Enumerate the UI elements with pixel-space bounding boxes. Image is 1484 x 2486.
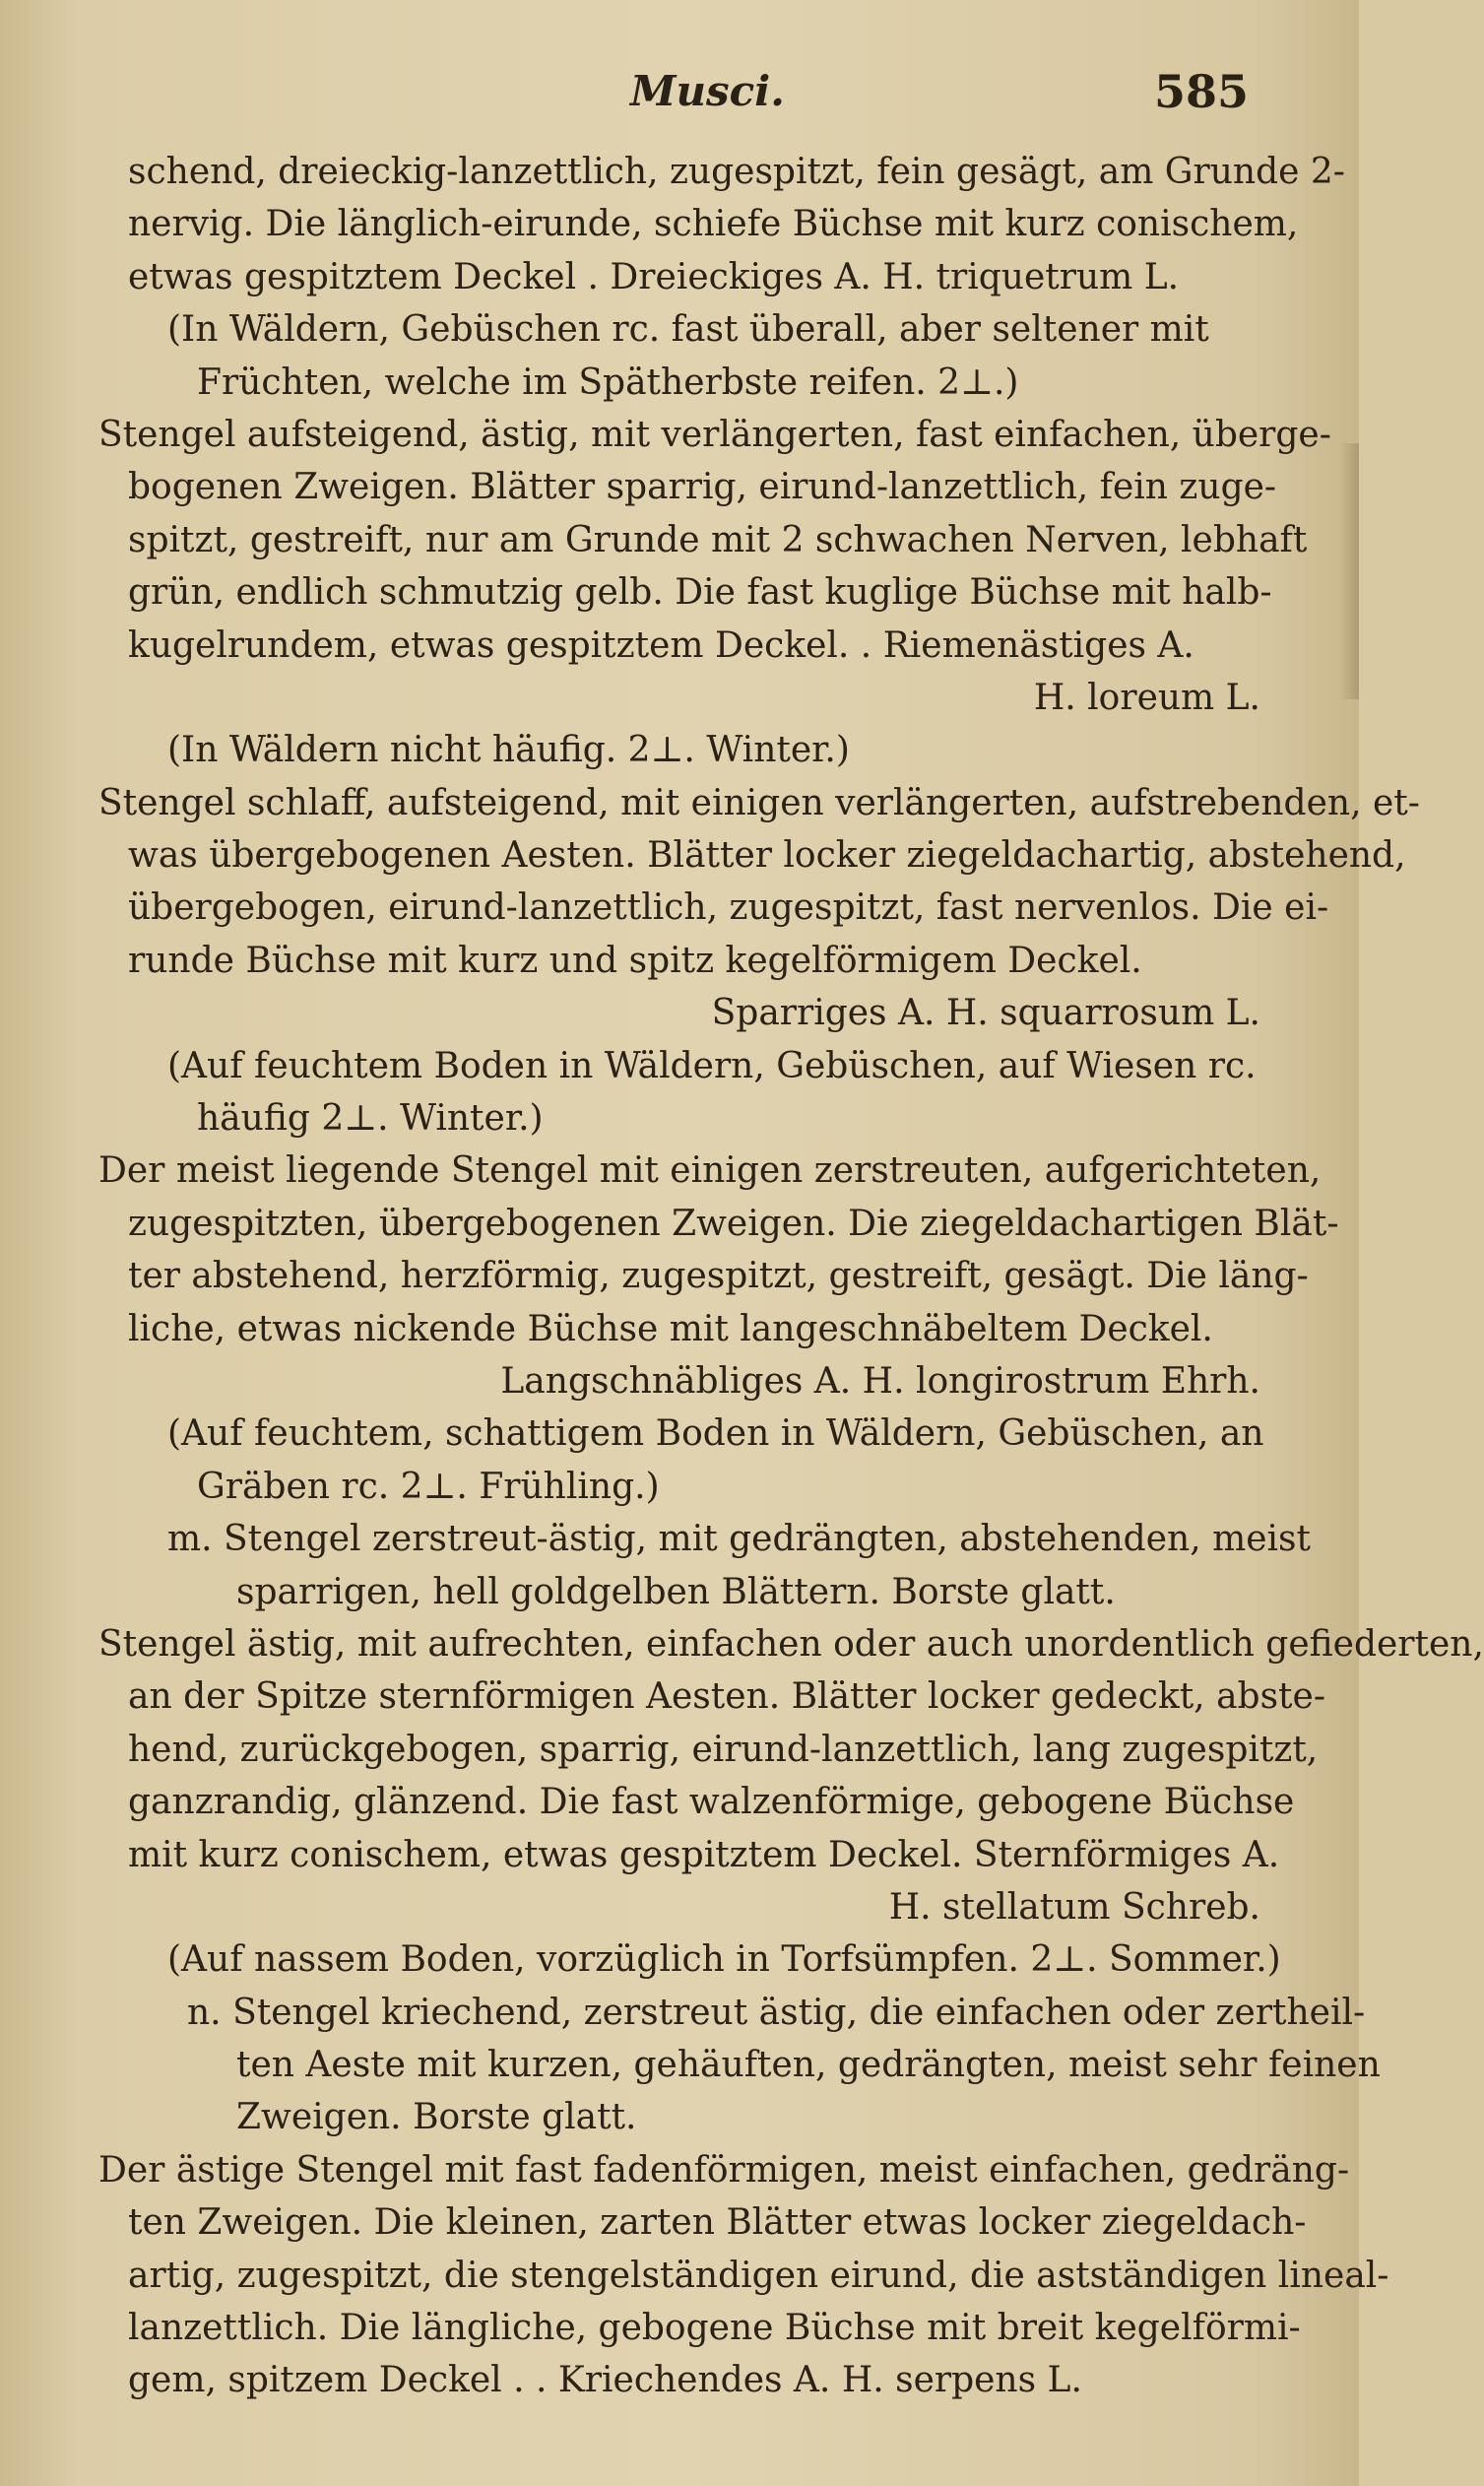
text-line: schend, dreieckig-lanzettlich, zugespitzt, fein gesägt, am Grunde 2-	[128, 152, 1345, 192]
running-head: Musci.	[630, 67, 785, 115]
page-header	[0, 61, 1359, 120]
text-line: Gräben rc. 2⊥. Frühling.)	[197, 1466, 660, 1507]
text-line: spitzt, gestreift, nur am Grunde mit 2 schwachen Nerven, lebhaft	[128, 519, 1308, 560]
text-line: Stengel ästig, mit aufrechten, einfachen oder auch unordentlich gefiederten,	[98, 1623, 1484, 1665]
text-line: runde Büchse mit kurz und spitz kegelförmigem Deckel.	[128, 940, 1142, 981]
text-line: artig, zugespitzt, die stengelständigen eirund, die astständigen lineal-	[128, 2255, 1389, 2296]
text-line: an der Spitze sternförmigen Aesten. Blätter locker gedeckt, abste-	[128, 1676, 1325, 1718]
text-line: lanzettlich. Die längliche, gebogene Büchse mit breit kegelförmi-	[128, 2308, 1301, 2349]
text-line: sparrigen, hell goldgelben Blättern. Borste glatt.	[236, 1571, 1116, 1612]
text-line: Der meist liegende Stengel mit einigen zerstreuten, aufgerichteten,	[98, 1150, 1322, 1192]
text-line: Früchten, welche im Spätherbste reifen. 2⊥.)	[197, 361, 1019, 403]
text-line: (Auf feuchtem, schattigem Boden in Wäldern, Gebüschen, an	[167, 1413, 1264, 1455]
text-line: ter abstehend, herzförmig, zugespitzt, gestreift, gesägt. Die läng-	[128, 1256, 1309, 1297]
text-line: ten Zweigen. Die kleinen, zarten Blätter etwas locker ziegeldach-	[128, 2202, 1307, 2244]
text-line: n. Stengel kriechend, zerstreut ästig, die einfachen oder zertheil-	[187, 1992, 1366, 2033]
text-line: übergebogen, eirund-lanzettlich, zugespitzt, fast nervenlos. Die ei-	[128, 887, 1329, 929]
text-line: ten Aeste mit kurzen, gehäuften, gedrängten, meist sehr feinen	[236, 2045, 1381, 2086]
text-line: liche, etwas nickende Büchse mit langeschnäbeltem Deckel.	[128, 1308, 1213, 1349]
text-line: Der ästige Stengel mit fast fadenförmigen, meist einfachen, gedräng-	[98, 2149, 1350, 2191]
text-line: (Auf feuchtem Boden in Wäldern, Gebüschen, auf Wiesen rc.	[167, 1045, 1257, 1086]
text-line: grün, endlich schmutzig gelb. Die fast kuglige Büchse mit halb-	[128, 572, 1272, 614]
body-text	[98, 146, 1484, 2407]
text-line: bogenen Zweigen. Blätter sparrig, eirund-lanzettlich, fein zuge-	[128, 467, 1277, 508]
text-line: was übergebogenen Aesten. Blätter locker ziegeldachartig, abstehend,	[128, 835, 1406, 877]
text-line: Sparriges A. H. squarrosum L.	[711, 993, 1260, 1034]
text-line: (In Wäldern, Gebüschen rc. fast überall, aber seltener mit	[167, 309, 1209, 351]
text-line: gem, spitzem Deckel . . Kriechendes A. H. serpens L.	[128, 2360, 1082, 2401]
text-line: Stengel aufsteigend, ästig, mit verlängerten, fast einfachen, überge-	[98, 414, 1331, 455]
text-line: (Auf nassem Boden, vorzüglich in Torfsümpfen. 2⊥. Sommer.)	[167, 1939, 1281, 1981]
text-line: (In Wäldern nicht häufig. 2⊥. Winter.)	[167, 730, 850, 771]
text-line: H. stellatum Schreb.	[888, 1886, 1260, 1928]
text-line: hend, zurückgebogen, sparrig, eirund-lanzettlich, lang zugespitzt,	[128, 1729, 1319, 1770]
page-edge-stain	[1339, 443, 1359, 699]
page-number: 585	[1154, 65, 1250, 118]
text-line: etwas gespitztem Deckel . Dreieckiges A. H. triquetrum L.	[128, 256, 1180, 297]
text-line: Stengel schlaff, aufsteigend, mit einigen verlängerten, aufstrebenden, et-	[98, 782, 1420, 823]
text-line: mit kurz conischem, etwas gespitztem Deckel. Sternförmiges A.	[128, 1834, 1280, 1875]
text-line: nervig. Die länglich-eirunde, schiefe Büchse mit kurz conischem,	[128, 204, 1299, 245]
text-line: ganzrandig, glänzend. Die fast walzenförmige, gebogene Büchse	[128, 1782, 1295, 1823]
text-line: Langschnäbliges A. H. longirostrum Ehrh.	[500, 1360, 1260, 1402]
text-line: Zweigen. Borste glatt.	[236, 2097, 637, 2138]
text-line: m. Stengel zerstreut-ästig, mit gedrängten, abstehenden, meist	[167, 1519, 1311, 1560]
text-line: zugespitzten, übergebogenen Zweigen. Die ziegeldachartigen Blät-	[128, 1203, 1339, 1244]
text-line: häufig 2⊥. Winter.)	[197, 1098, 544, 1140]
text-line: H. loreum L.	[1033, 677, 1260, 718]
text-line: kugelrundem, etwas gespitztem Deckel. . Riemenästiges A.	[128, 624, 1194, 666]
